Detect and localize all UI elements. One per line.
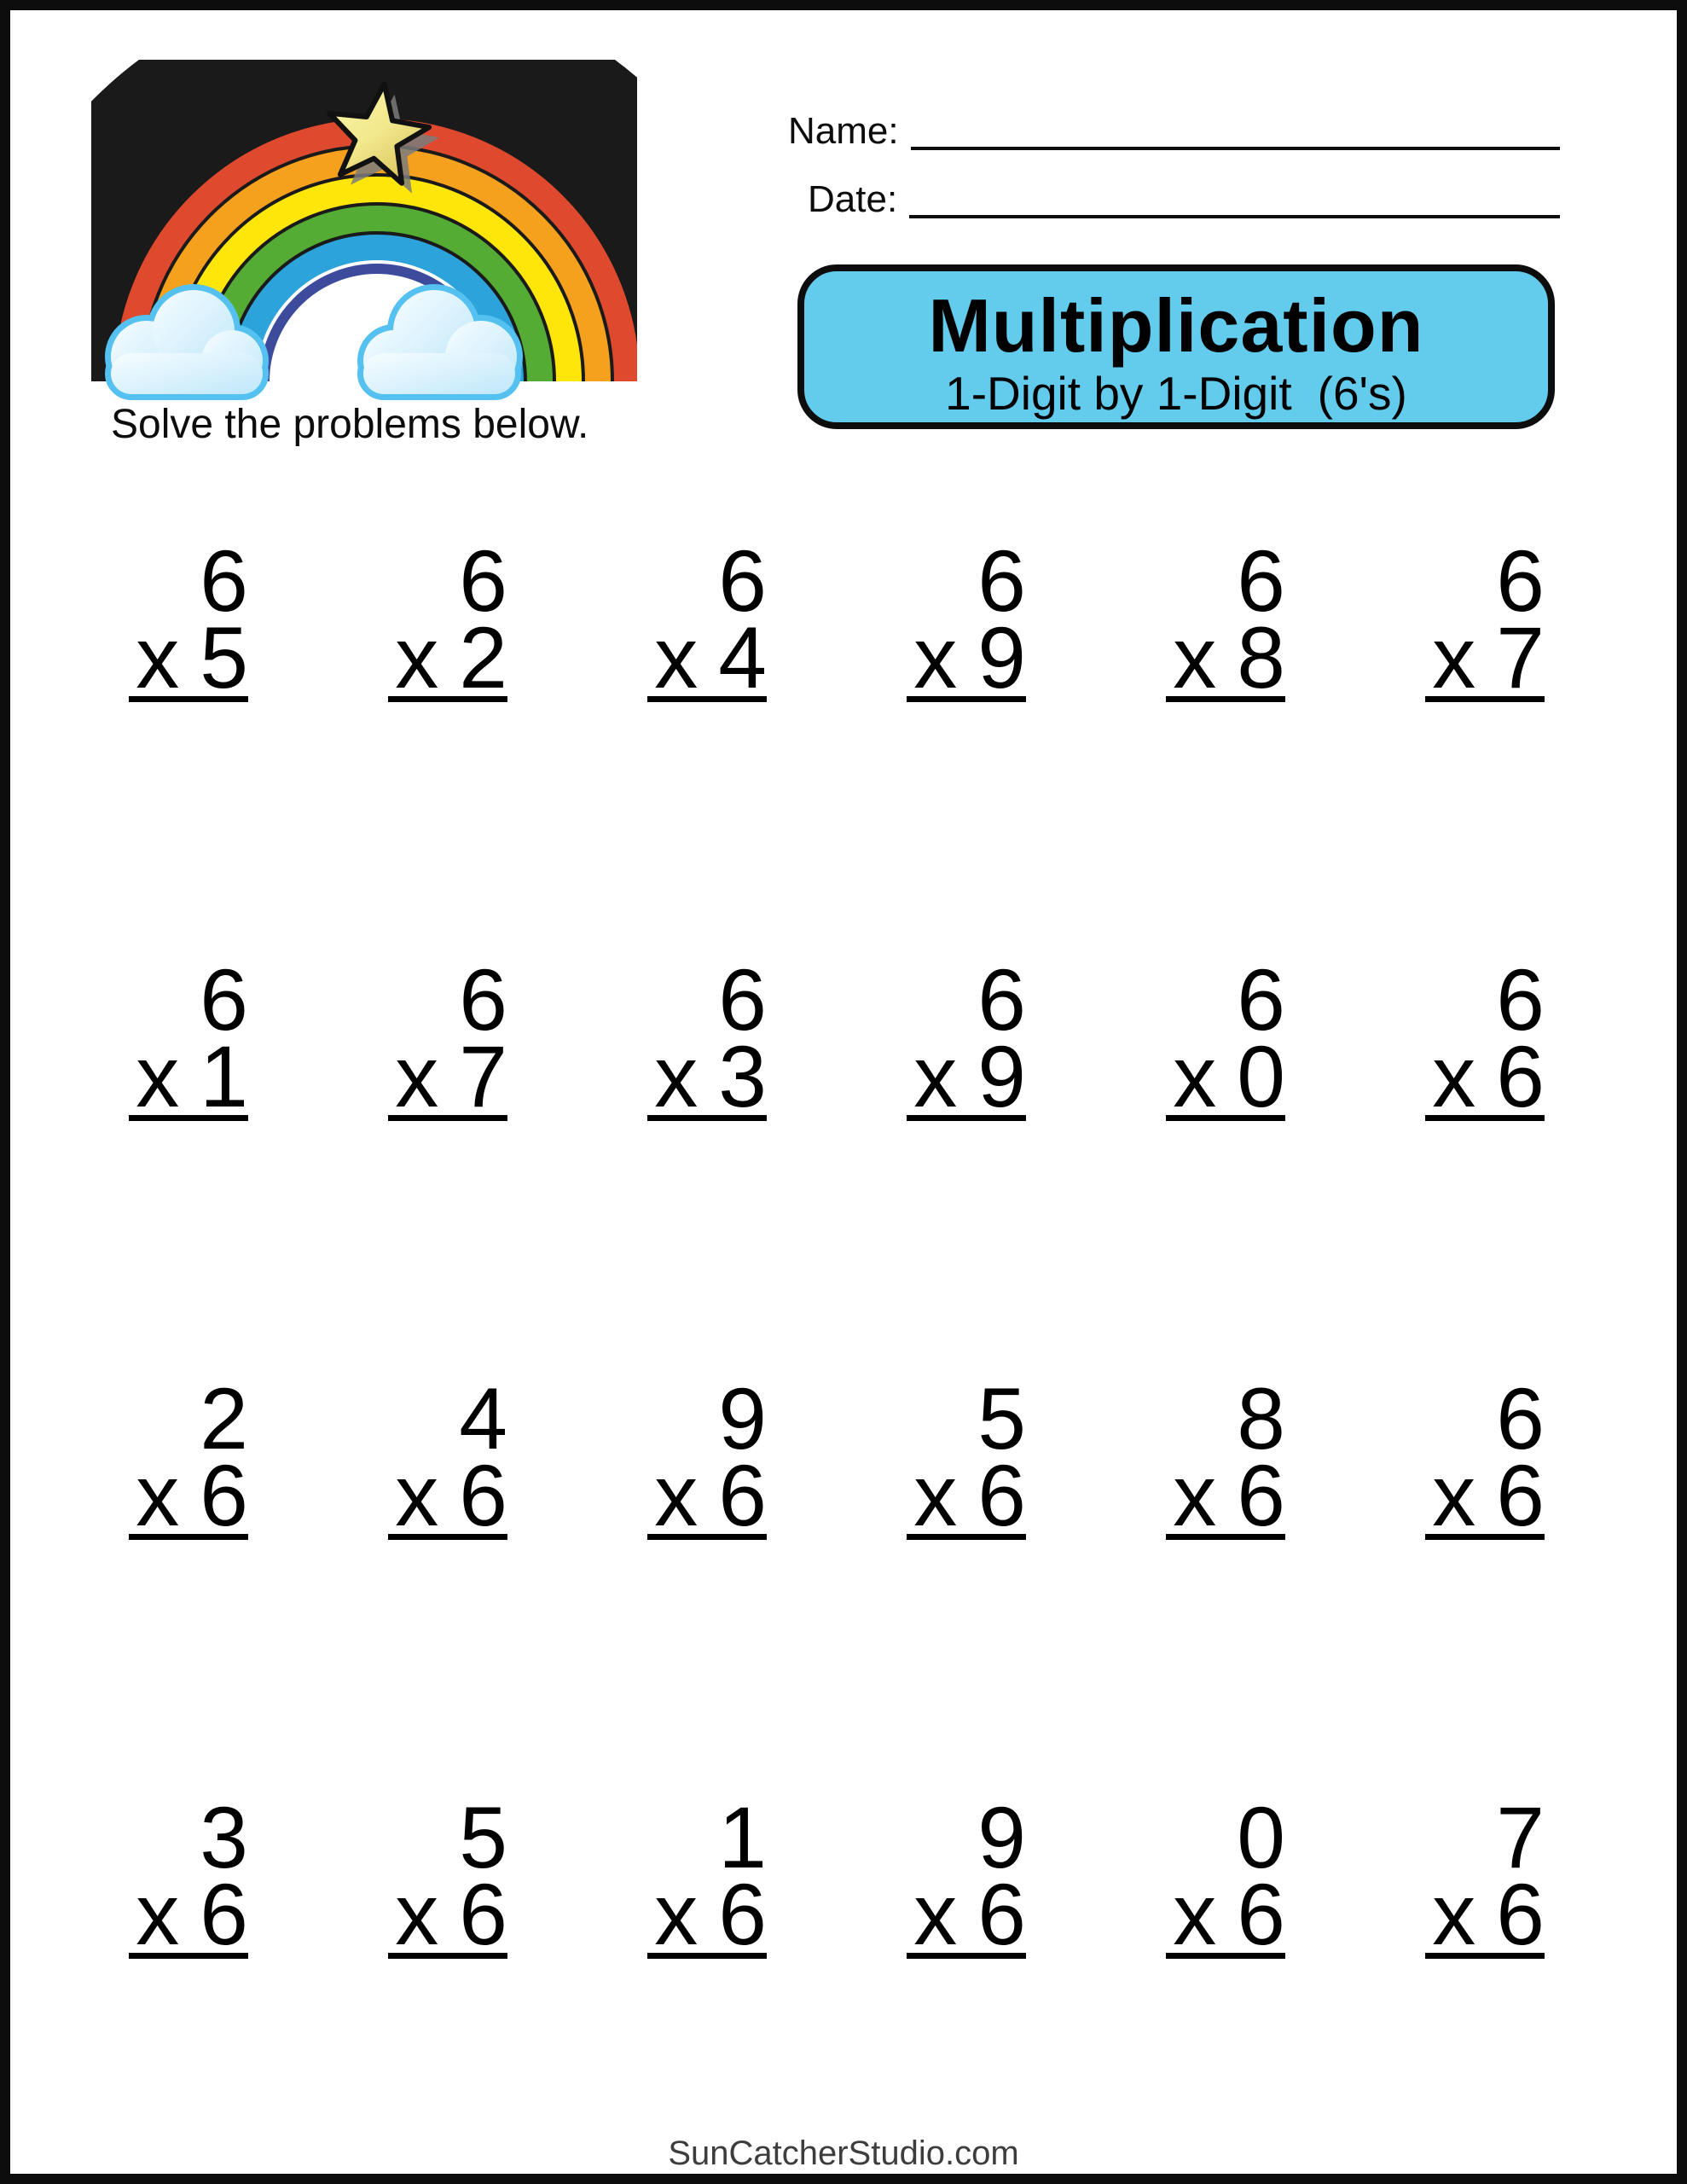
- multiply-sign: x: [136, 1447, 180, 1544]
- multiplier-row: [767, 1028, 1026, 1125]
- multiply-sign: x: [654, 1028, 699, 1125]
- multiply-sign: x: [395, 1447, 439, 1544]
- multiplicand: 2: [200, 1370, 248, 1467]
- multiplier: 6: [977, 1866, 1026, 1963]
- multiplicand: 6: [1496, 951, 1545, 1048]
- problem-cell: [1026, 1370, 1285, 1793]
- subtitle-text: 1-Digit by 1-Digit: [945, 367, 1292, 420]
- multiply-sign: x: [913, 1447, 958, 1544]
- rainbow-illustration: [91, 60, 637, 403]
- multiply-sign: x: [136, 1028, 180, 1125]
- multiply-sign: x: [913, 1028, 958, 1125]
- date-field-row: [788, 178, 1560, 220]
- multiply-sign: x: [1173, 609, 1217, 706]
- multiplier: 1: [200, 1028, 248, 1125]
- multiply-sign: x: [654, 609, 699, 706]
- multiplicand: 3: [200, 1789, 248, 1886]
- problems-grid: [0, 532, 1545, 2184]
- multiplier-row: [0, 1028, 248, 1125]
- multiplier-row: [248, 1866, 507, 1963]
- problem-cell: [248, 1370, 507, 1793]
- problem-cell: [1026, 951, 1285, 1374]
- multiplier-row: [507, 1028, 767, 1125]
- multiply-sign: x: [1432, 609, 1476, 706]
- problem-cell: [0, 532, 248, 956]
- multiplier: 6: [1237, 1447, 1285, 1544]
- multiplier: 6: [200, 1447, 248, 1544]
- multiplier-row: [507, 609, 767, 706]
- problem-cell: [767, 1370, 1026, 1793]
- problem-cell: [0, 1789, 248, 2184]
- problem-cell: [507, 1789, 767, 2184]
- multiplier: 9: [977, 1028, 1026, 1125]
- multiplicand: 1: [718, 1789, 767, 1886]
- multiply-sign: x: [1173, 1028, 1217, 1125]
- multiply-sign: x: [1173, 1866, 1217, 1963]
- multiply-sign: x: [136, 1866, 180, 1963]
- name-label: Name:: [788, 110, 899, 152]
- multiplier: 5: [200, 609, 248, 706]
- problem-cell: [767, 532, 1026, 956]
- multiplier-row: [767, 1447, 1026, 1544]
- multiply-sign: x: [395, 1028, 439, 1125]
- multiplier: 6: [1496, 1028, 1545, 1125]
- multiplier: 6: [459, 1866, 507, 1963]
- name-input-line[interactable]: [911, 113, 1560, 150]
- multiply-sign: x: [913, 609, 958, 706]
- multiplier: 4: [718, 609, 767, 706]
- problem-cell: [767, 951, 1026, 1374]
- worksheet-subtitle: [804, 367, 1548, 420]
- multiplier-row: [1026, 609, 1285, 706]
- multiplier: 7: [1496, 609, 1545, 706]
- multiplicand: 6: [459, 532, 507, 630]
- website-credit: SunCatcherStudio.com: [668, 2135, 1019, 2172]
- problem-cell: [1026, 1789, 1285, 2184]
- instructions-text: Solve the problems below.: [111, 402, 589, 447]
- problem-cell: [767, 1789, 1026, 2184]
- multiplicand: 5: [977, 1370, 1026, 1467]
- multiplier-row: [248, 1447, 507, 1544]
- multiplier-row: [1285, 1028, 1545, 1125]
- problem-cell: [507, 532, 767, 956]
- multiply-sign: x: [654, 1866, 699, 1963]
- date-input-line[interactable]: [909, 181, 1560, 218]
- multiply-sign: x: [136, 609, 180, 706]
- multiplicand: 6: [977, 951, 1026, 1048]
- problem-cell: [1285, 1789, 1545, 2184]
- name-field-row: [788, 110, 1560, 152]
- multiplier-row: [1285, 1866, 1545, 1963]
- multiplicand: 0: [1237, 1789, 1285, 1886]
- multiplier: 6: [718, 1866, 767, 1963]
- multiplicand: 8: [1237, 1370, 1285, 1467]
- problem-cell: [1285, 532, 1545, 956]
- date-label: Date:: [808, 178, 898, 220]
- multiplicand: 6: [1237, 951, 1285, 1048]
- multiplier: 6: [1496, 1866, 1545, 1963]
- multiplier: 8: [1237, 609, 1285, 706]
- multiplicand: 9: [977, 1789, 1026, 1886]
- multiplier: 7: [459, 1028, 507, 1125]
- multiplier-row: [1026, 1866, 1285, 1963]
- multiply-sign: x: [654, 1447, 699, 1544]
- multiply-sign: x: [1173, 1447, 1217, 1544]
- multiply-sign: x: [395, 609, 439, 706]
- multiply-sign: x: [1432, 1028, 1476, 1125]
- multiply-sign: x: [913, 1866, 958, 1963]
- multiplicand: 6: [200, 532, 248, 630]
- multiplicand: 9: [718, 1370, 767, 1467]
- multiplier: 0: [1237, 1028, 1285, 1125]
- multiplier-row: [0, 1866, 248, 1963]
- multiplier-row: [248, 1028, 507, 1125]
- multiplicand: 6: [1496, 532, 1545, 630]
- problem-cell: [248, 532, 507, 956]
- problem-cell: [248, 951, 507, 1374]
- worksheet-title: Multiplication: [928, 283, 1424, 368]
- multiplier: 6: [459, 1447, 507, 1544]
- multiplier-row: [767, 1866, 1026, 1963]
- multiplier-row: [0, 609, 248, 706]
- multiplicand: 6: [459, 951, 507, 1048]
- problem-cell: [1285, 951, 1545, 1374]
- multiplier: 2: [459, 609, 507, 706]
- multiplier-row: [767, 609, 1026, 706]
- multiplicand: 6: [718, 951, 767, 1048]
- multiplier: 3: [718, 1028, 767, 1125]
- multiplicand: 6: [1237, 532, 1285, 630]
- multiply-sign: x: [395, 1866, 439, 1963]
- problem-cell: [1026, 532, 1285, 956]
- worksheet-title-box: [797, 264, 1555, 429]
- multiplicand: 6: [200, 951, 248, 1048]
- multiply-sign: x: [1432, 1447, 1476, 1544]
- multiplier-row: [507, 1447, 767, 1544]
- multiplier: 6: [1237, 1866, 1285, 1963]
- multiplicand: 5: [459, 1789, 507, 1886]
- problem-cell: [0, 951, 248, 1374]
- problem-cell: [248, 1789, 507, 2184]
- multiplicand: 7: [1496, 1789, 1545, 1886]
- multiplier: 6: [718, 1447, 767, 1544]
- multiplier-row: [507, 1866, 767, 1963]
- problem-cell: [0, 1370, 248, 1793]
- multiply-sign: x: [1432, 1866, 1476, 1963]
- multiplicand: 4: [459, 1370, 507, 1467]
- multiplier-row: [1285, 1447, 1545, 1544]
- multiplier: 6: [977, 1447, 1026, 1544]
- problem-cell: [507, 951, 767, 1374]
- multiplicand: 6: [718, 532, 767, 630]
- multiplier-row: [1026, 1028, 1285, 1125]
- multiplier-row: [1026, 1447, 1285, 1544]
- problem-cell: [1285, 1370, 1545, 1793]
- multiplier-row: [248, 609, 507, 706]
- multiplier-row: [0, 1447, 248, 1544]
- multiplicand: 6: [977, 532, 1026, 630]
- multiplier: 6: [1496, 1447, 1545, 1544]
- multiplier: 6: [200, 1866, 248, 1963]
- multiplier: 9: [977, 609, 1026, 706]
- number-set-label: (6's): [1317, 367, 1407, 420]
- problem-cell: [507, 1370, 767, 1793]
- multiplicand: 6: [1496, 1370, 1545, 1467]
- multiplier-row: [1285, 609, 1545, 706]
